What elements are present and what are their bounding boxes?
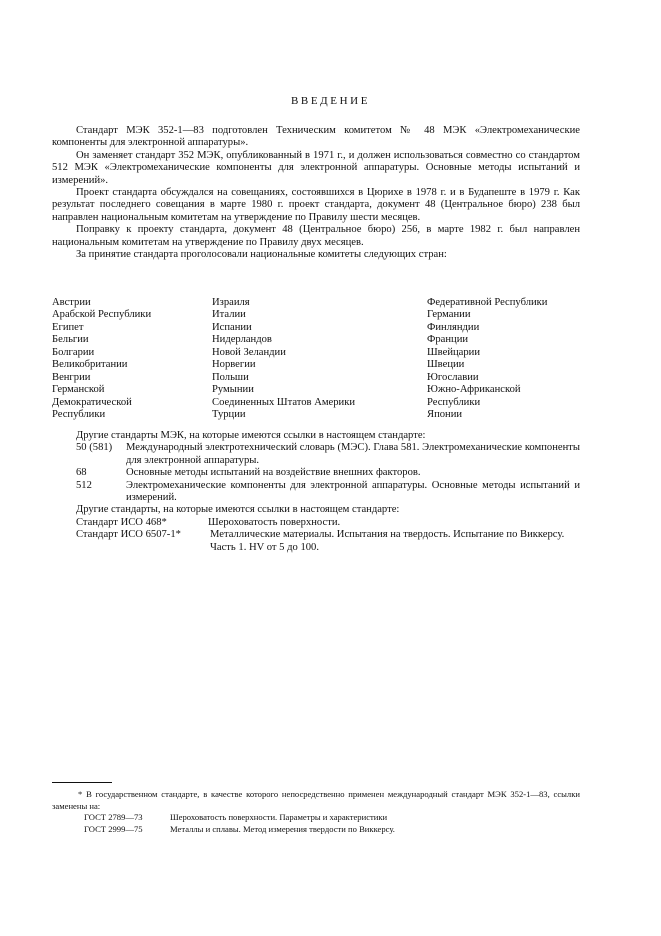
gost-code: ГОСТ 2789—73 — [84, 812, 143, 823]
country-item: Финляндии — [427, 321, 480, 333]
iso-ref-number: Стандарт ИСО 6507-1* — [76, 529, 181, 541]
country-item: Республики — [52, 408, 106, 420]
country-item: Югославии — [427, 371, 479, 383]
country-item: Нидерландов — [212, 334, 272, 346]
iec-ref-title: Основные методы испытаний на воздействие внешних факторов. — [126, 467, 421, 479]
country-item: Австрии — [52, 297, 91, 308]
iso-refs-intro: Другие стандарты, на которые имеются ссылки в настоящем стандарте: — [76, 504, 400, 516]
country-item: Румынии — [212, 384, 254, 396]
gost-ref-item — [52, 812, 580, 824]
iso-ref-item — [52, 517, 580, 529]
country-item: Соединенных Штатов Америки — [212, 396, 356, 408]
references-section — [52, 430, 580, 554]
iec-refs-intro: Другие стандарты МЭК, на которые имеются ссылки в настоящем стандарте: — [76, 430, 426, 441]
iso-ref-title: Металлические материалы. Испытания на твердость. Испытание по Виккерсу. Часть 1. HV от 5 до 100. — [210, 529, 565, 553]
intro-paragraph: Он заменяет стандарт 352 МЭК, опубликованный в 1971 г., и должен использоваться совместно со стандартом 512 МЭК «Электромеханические компоненты для электронной аппаратуры. Основные методы испытаний и измерений». — [52, 149, 580, 186]
country-item: Египет — [52, 321, 84, 333]
countries-column-3 — [427, 297, 547, 421]
country-item: Италии — [212, 309, 246, 321]
country-item: Новой Зеландии — [212, 346, 286, 358]
country-item: Республики — [427, 396, 481, 408]
country-item: Израиля — [212, 297, 250, 308]
iso-ref-item — [52, 529, 580, 554]
country-item: Германской — [52, 384, 105, 396]
countries-column-2 — [212, 297, 355, 421]
country-item: Арабской Республики — [52, 309, 152, 321]
footnote-text: * В государственном стандарте, в качестве которого непосредственно применен международный стандарт МЭК 352-1—83, ссылки заменены на: — [52, 789, 580, 811]
intro-paragraph: Поправку к проекту стандарта, документ 48 (Центральное бюро) 256, в марте 1982 г. был направлен национальным комитетам на утверждение по Правилу двух месяцев. — [52, 224, 580, 248]
gost-title: Шероховатость поверхности. Параметры и характеристики — [170, 812, 388, 823]
footnote — [52, 789, 580, 835]
country-item: Великобритании — [52, 359, 128, 371]
country-item: Норвегии — [212, 359, 256, 371]
country-item: Федеративной Республики — [427, 297, 548, 308]
iec-ref-number: 68 — [76, 467, 87, 479]
page-title: ВВЕДЕНИЕ — [290, 95, 371, 107]
country-item: Японии — [427, 408, 463, 420]
country-item: Турции — [212, 408, 246, 420]
countries-column-1 — [52, 297, 151, 421]
country-item: Польши — [212, 371, 249, 383]
country-item: Венгрии — [52, 371, 91, 383]
country-item: Демократической — [52, 396, 132, 408]
intro-section — [52, 125, 580, 261]
country-item: Швейцарии — [427, 346, 481, 358]
country-item: Бельгии — [52, 334, 89, 346]
iec-ref-item — [52, 480, 580, 505]
country-item: Болгарии — [52, 346, 95, 358]
iec-ref-number: 50 (581) — [76, 442, 113, 454]
country-item: Южно-Африканской — [427, 384, 521, 396]
gost-code: ГОСТ 2999—75 — [84, 823, 143, 834]
iso-ref-number: Стандарт ИСО 468* — [76, 516, 167, 528]
country-item: Испании — [212, 321, 252, 333]
iec-ref-item — [52, 467, 580, 479]
footnote-divider — [52, 782, 112, 783]
country-item: Швеции — [427, 359, 465, 371]
iec-ref-number: 512 — [76, 479, 92, 491]
gost-ref-item — [52, 824, 580, 836]
intro-paragraph: За принятие стандарта проголосовали национальные комитеты следующих стран: — [76, 249, 447, 261]
gost-title: Металлы и сплавы. Метод измерения твердости по Виккерсу. — [170, 823, 395, 834]
country-item: Германии — [427, 309, 471, 321]
intro-paragraph: Проект стандарта обсуждался на совещаниях, состоявшихся в Цюрихе в 1978 г. и в Будапеште в 1979 г. Как результат последнего совещания в марте 1980 г. проект стандарта, документ 48 (Центральное бюро) 238 был направлен национальным комитетам на утверждение по Правилу шести месяцев. — [52, 187, 580, 223]
intro-paragraph: Стандарт МЭК 352-1—83 подготовлен Техническим комитетом № 48 МЭК «Электромеханические компоненты для электронной аппаратуры». — [52, 125, 580, 149]
country-item: Франции — [427, 334, 469, 346]
iso-ref-title: Шероховатость поверхности. — [208, 516, 341, 528]
iec-ref-item — [52, 442, 580, 467]
iec-ref-title: Международный электротехнический словарь (МЭС). Глава 581. Электромеханические компоненты для электронной аппаратуры. — [126, 442, 580, 466]
iec-ref-title: Электромеханические компоненты для электронной аппаратуры. Основные методы испытаний и измерений. — [126, 479, 580, 504]
